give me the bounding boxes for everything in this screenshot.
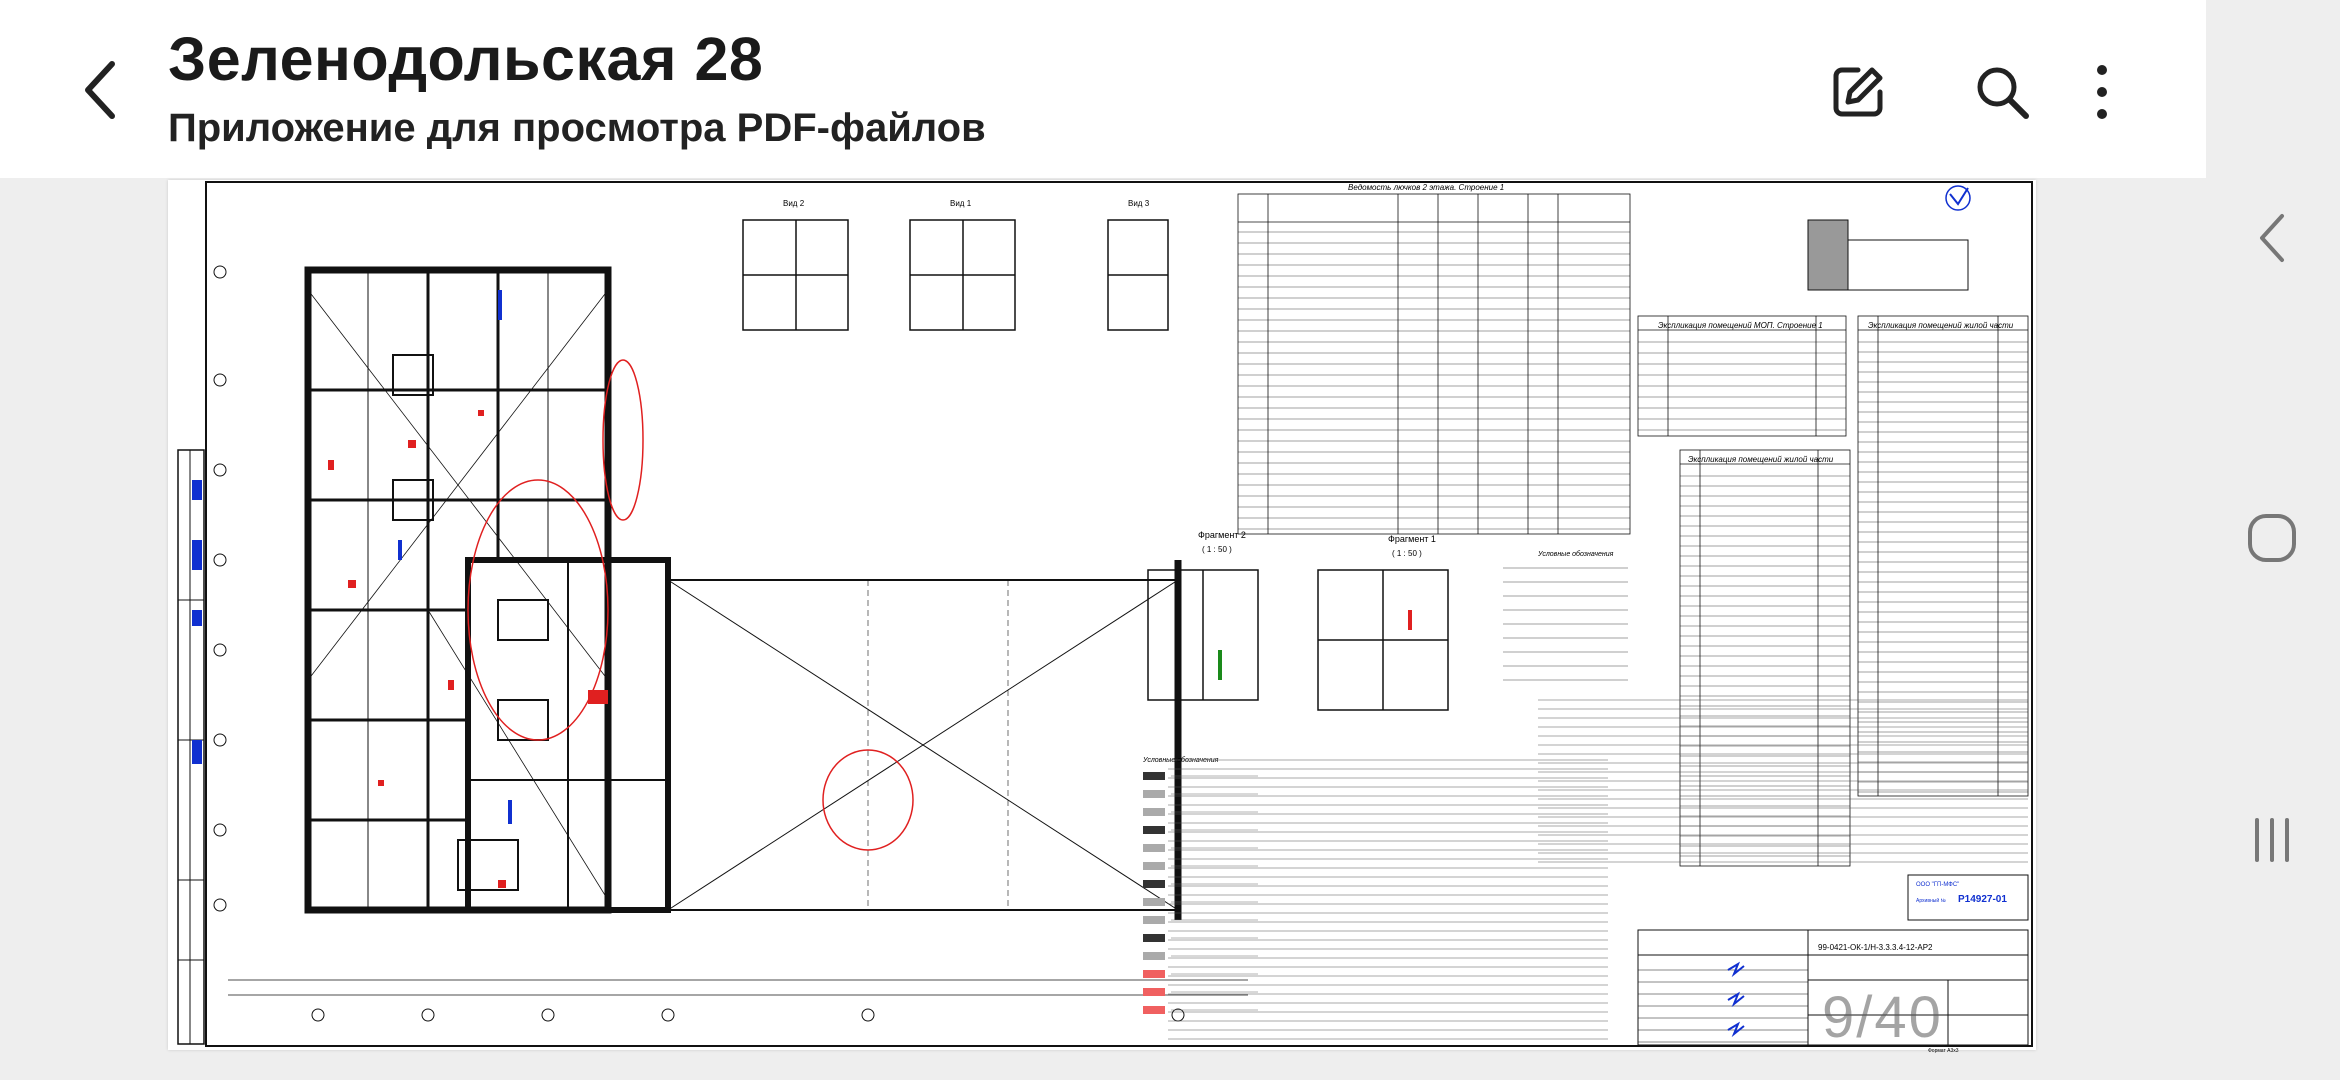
fragment-2-scale: ( 1 : 50 )	[1202, 545, 1232, 554]
view-2-label: Вид 2	[783, 199, 805, 208]
fragment-2-label: Фрагмент 2	[1198, 530, 1246, 540]
fragment-legend-title: Условные обозначения	[1538, 551, 1614, 558]
stamp-org: ООО "ГП-МФС"	[1916, 882, 1960, 888]
edit-icon	[1828, 62, 1888, 122]
search-button[interactable]	[1962, 52, 2042, 132]
fragment-1-scale: ( 1 : 50 )	[1392, 549, 1422, 558]
nav-recents-icon	[2247, 810, 2297, 870]
mop-table-title: Экспликация помещений МОП. Строение 1	[1658, 321, 1823, 330]
nav-back-button[interactable]	[2222, 188, 2322, 288]
living-table-2-title: Экспликация помещений жилой части	[1688, 455, 1834, 464]
edit-button[interactable]	[1818, 52, 1898, 132]
page-indicator: 9/40	[1822, 985, 1943, 1050]
nav-home-button[interactable]	[2222, 488, 2322, 588]
more-vertical-icon	[2092, 62, 2112, 122]
fragment-1-label: Фрагмент 1	[1388, 534, 1436, 544]
document-title: Зеленодольская 28	[168, 25, 764, 93]
nav-back-icon	[2252, 208, 2292, 268]
architectural-drawing	[168, 180, 2036, 1054]
stamp-number: P14927-01	[1958, 894, 2007, 905]
search-icon	[1972, 62, 2032, 122]
app-subtitle: Приложение для просмотра PDF-файлов	[168, 106, 986, 150]
view-3-label: Вид 3	[1128, 199, 1150, 208]
more-options-button[interactable]	[2062, 52, 2142, 132]
doors-table-title: Ведомость лючков 2 этажа. Строение 1	[1348, 183, 1505, 192]
nav-recents-button[interactable]	[2222, 790, 2322, 890]
stamp-number-label: Архивный №	[1916, 898, 1946, 904]
living-table-title: Экспликация помещений жилой части	[1868, 321, 2014, 330]
nav-home-icon	[2242, 508, 2302, 568]
format-label: Формат А3x3	[1928, 1048, 1959, 1054]
view-1-label: Вид 1	[950, 199, 972, 208]
sheet-code: 99-0421-ОК-1/Н-3.3.3.4-12-АР2	[1818, 943, 1933, 952]
chevron-left-icon	[80, 58, 120, 122]
app-bar	[0, 0, 2206, 178]
main-legend-title: Условные обозначения	[1143, 757, 1219, 764]
back-button[interactable]	[70, 55, 130, 125]
pdf-page[interactable]	[168, 180, 2036, 1054]
